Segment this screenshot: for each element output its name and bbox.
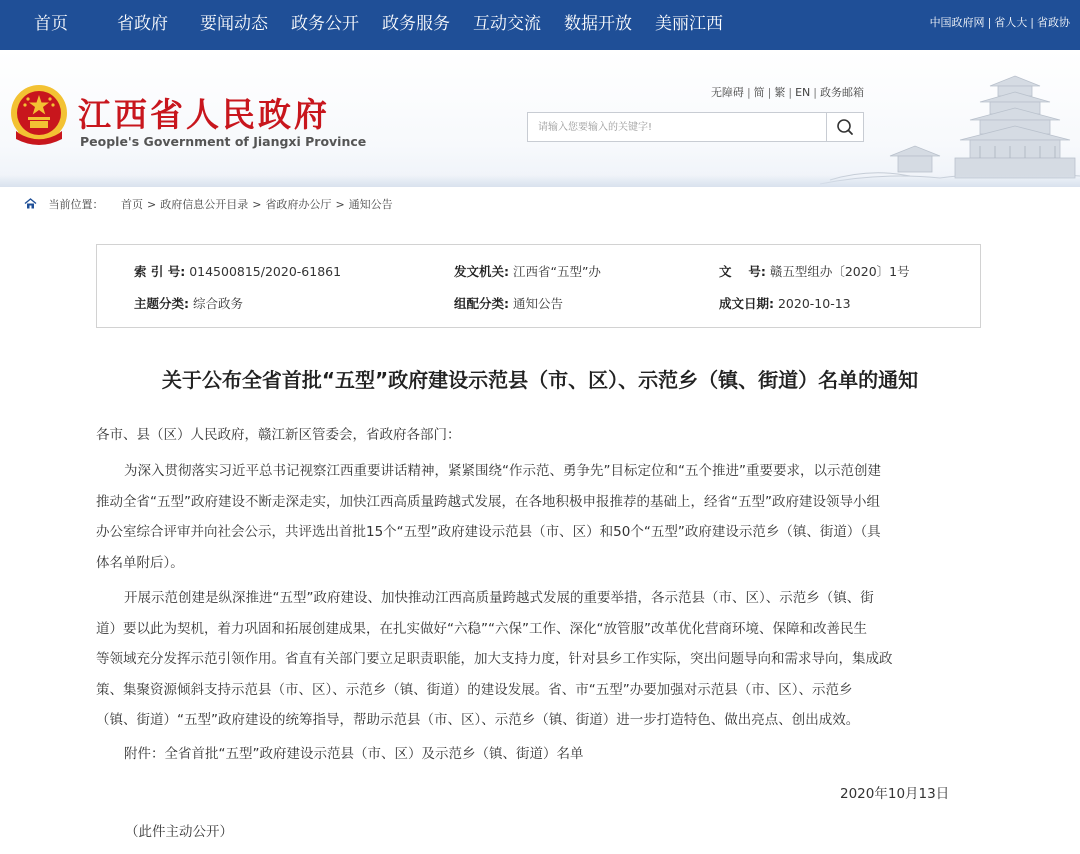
- paragraph-line: 策、集聚资源倾斜支持示范县（市、区）、示范乡（镇、街道）的建设发展。省、市“五型”办要加强对示范县（市、区）、示范乡: [96, 681, 853, 698]
- paragraph-line: 为深入贯彻落实习近平总书记视察江西重要讲话精神，紧紧围绕“作示范、勇争先”目标定位和“五个推进”重要要求，以示范创建: [124, 463, 881, 479]
- search-box: [527, 112, 864, 142]
- link-english[interactable]: EN: [795, 86, 811, 99]
- meta-date-label: 成文日期:: [719, 296, 774, 311]
- link-provincial-congress[interactable]: 省人大: [994, 16, 1028, 29]
- article-paragraph-1: [96, 456, 980, 578]
- public-disclosure-note: （此件主动公开）: [125, 824, 233, 840]
- breadcrumb-label: 当前位置：: [48, 198, 104, 211]
- link-simplified-chinese[interactable]: 简: [753, 86, 765, 99]
- header-bottom-band: [0, 175, 1080, 187]
- site-subtitle: People's Government of Jiangxi Province: [80, 134, 367, 149]
- meta-issuer-label: 发文机关:: [454, 264, 509, 279]
- meta-index-label: 索 引 号:: [134, 264, 186, 279]
- meta-genre-label: 组配分类:: [454, 296, 509, 311]
- paragraph-line: 开展示范创建是纵深推进“五型”政府建设、加快推动江西高质量跨越式发展的重要举措，各示范县（市、区）、示范乡（镇、街: [124, 590, 874, 606]
- meta-doc-no-value: 赣五型组办〔2020〕1号: [769, 264, 910, 279]
- breadcrumb-notices[interactable]: 通知公告: [348, 198, 393, 211]
- national-emblem-icon: [8, 83, 70, 149]
- meta-topic-value: 综合政务: [192, 296, 243, 311]
- home-icon: [24, 198, 37, 209]
- article-paragraph-2: [96, 583, 980, 736]
- article-date: 2020年10月13日: [840, 786, 950, 802]
- paragraph-line: 等领域充分发挥示范引领作用。省直有关部门要立足职责职能，加大支持力度，针对县乡工作实际，突出问题导向和需求导向，集成政: [96, 651, 893, 667]
- meta-index-value: 014500815/2020-61861: [189, 264, 342, 279]
- pavilion-illustration: [820, 72, 1080, 187]
- paragraph-line: 推动全省“五型”政府建设不断走深走实，加快江西高质量跨越式发展，在各地积极申报推荐的基础上，经省“五型”政府建设领导小组: [96, 493, 880, 510]
- meta-date-value: 2020-10-13: [777, 296, 851, 311]
- attachment-line[interactable]: 附件：全省首批“五型”政府建设示范县（市、区）及示范乡（镇、街道）名单: [124, 746, 584, 762]
- article-attachment: [96, 739, 980, 770]
- nav-item-open-data[interactable]: 数据开放: [564, 14, 632, 34]
- nav-item-beautiful-jiangxi[interactable]: 美丽江西: [655, 14, 723, 34]
- nav-item-provincial-government[interactable]: 省政府: [117, 14, 168, 34]
- meta-index-number: [134, 262, 341, 280]
- link-traditional-chinese[interactable]: 繁: [774, 86, 786, 99]
- meta-topic-category: [134, 294, 243, 312]
- article-title: 关于公布全省首批“五型”政府建设示范县（市、区）、示范乡（镇、街道）名单的通知: [161, 368, 919, 392]
- nav-item-news[interactable]: 要闻动态: [200, 14, 268, 34]
- document-meta-box: [96, 244, 981, 328]
- nav-item-government-services[interactable]: 政务服务: [382, 14, 450, 34]
- top-navigation: [0, 0, 1080, 50]
- link-central-government[interactable]: 中国政府网: [929, 16, 985, 29]
- nav-item-home[interactable]: 首页: [34, 14, 68, 34]
- meta-genre-category: [454, 294, 563, 312]
- breadcrumb-general-office[interactable]: 省政府办公厅: [265, 198, 332, 211]
- link-provincial-cppcc[interactable]: 省政协: [1037, 16, 1070, 29]
- meta-genre-value: 通知公告: [512, 296, 563, 311]
- meta-document-number: [719, 262, 910, 280]
- meta-doc-no-label: 文 号:: [719, 264, 766, 279]
- top-links: 中国政府网 | 省人大 | 省政协: [929, 16, 1070, 29]
- paragraph-line: 办公室综合评审并向社会公示，共评选出首批15个“五型”政府建设示范县（市、区）和50个“五型”政府建设示范乡（镇、街道）（具: [96, 524, 881, 540]
- link-government-email[interactable]: 政务邮箱: [820, 86, 864, 99]
- nav-item-government-affairs-disclosure[interactable]: 政务公开: [291, 14, 359, 34]
- breadcrumb-home[interactable]: 首页: [121, 198, 143, 211]
- meta-issuing-authority: [454, 262, 601, 280]
- meta-topic-label: 主题分类:: [134, 296, 189, 311]
- search-input[interactable]: [528, 113, 826, 141]
- breadcrumb-separator: >: [147, 198, 157, 211]
- breadcrumb-separator: >: [335, 198, 345, 211]
- article-salutation: [96, 420, 980, 451]
- link-accessibility[interactable]: 无障碍: [710, 86, 744, 99]
- salutation-line: 各市、县（区）人民政府，赣江新区管委会，省政府各部门：: [96, 427, 461, 443]
- paragraph-line: （镇、街道）“五型”政府建设的统筹指导，帮助示范县（市、区）、示范乡（镇、街道）进一步打造特色、做出亮点、创出成效。: [96, 712, 860, 728]
- utility-links: 无障碍 | 简 | 繁 | EN | 政务邮箱: [710, 86, 864, 99]
- paragraph-line: 体名单附后）。: [96, 554, 184, 571]
- site-title: 江西省人民政府: [78, 95, 330, 134]
- meta-issuer-value: 江西省“五型”办: [512, 264, 601, 279]
- breadcrumb-separator: >: [252, 198, 262, 211]
- breadcrumb: [24, 196, 393, 212]
- breadcrumb-info-disclosure-directory[interactable]: 政府信息公开目录: [160, 198, 249, 211]
- meta-written-date: [719, 294, 851, 312]
- site-header: [0, 50, 1080, 187]
- paragraph-line: 道）要以此为契机，着力巩固和拓展创建成果，在扎实做好“六稳”“六保”工作、深化“放管服”改革优化营商环境、保障和改善民生: [96, 620, 867, 637]
- nav-item-interaction[interactable]: 互动交流: [473, 14, 541, 34]
